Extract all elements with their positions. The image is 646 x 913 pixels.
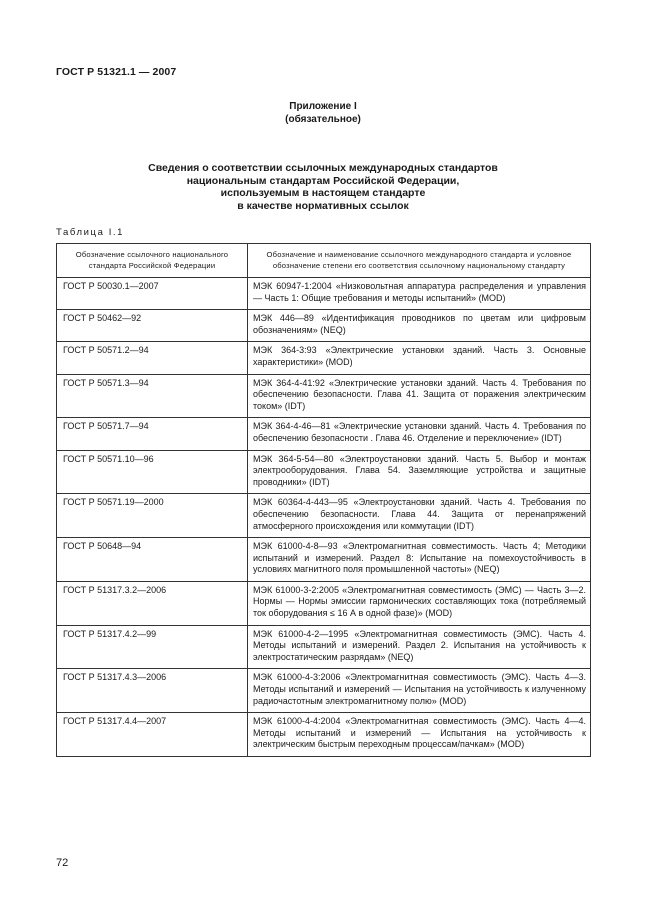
international-standard-cell: МЭК 61000-3-2:2005 «Электромагнитная совместимость (ЭМС) — Часть 3—2. Нормы — Нормы эмиссии гармонических составляющих тока (потребляемый ток оборудования ≤ 16 А в одной фазе)» (MOD): [248, 581, 591, 625]
table-caption: Таблица I.1: [56, 227, 125, 238]
national-standard-cell: ГОСТ Р 50462—92: [57, 310, 248, 342]
section-title-line: в качестве нормативных ссылок: [237, 199, 409, 212]
national-standard-cell: ГОСТ Р 50030.1—2007: [57, 278, 248, 310]
international-standard-cell: МЭК 60364-4-443—95 «Электроустановки зданий. Часть 4. Требования по обеспечению безопасности. Глава 44. Защита от перенапряжений атмосферного происхождения или коммутации (IDT): [248, 494, 591, 538]
table-row: [57, 450, 591, 494]
national-standard-cell: ГОСТ Р 50571.7—94: [57, 418, 248, 450]
column-header-international-standard: Обозначение и наименование ссылочного международного стандарта и условное обозначение степени его соответствия ссылочному национальному стандарту: [248, 244, 591, 278]
international-standard-cell: МЭК 364-4-41:92 «Электрические установки зданий. Часть 4. Требования по обеспечению безопасности. Глава 41. Защита от поражения электрическим током» (IDT): [248, 374, 591, 418]
table-row: [57, 538, 591, 582]
table-row: [57, 278, 591, 310]
national-standard-cell: ГОСТ Р 50571.2—94: [57, 342, 248, 374]
section-title-line: используемым в настоящем стандарте: [220, 187, 426, 199]
annex-heading: [0, 100, 646, 126]
national-standard-cell: ГОСТ Р 50648—94: [57, 538, 248, 582]
national-standard-cell: ГОСТ Р 51317.4.3—2006: [57, 669, 248, 713]
table-row: [57, 669, 591, 713]
annex-title: Приложение I: [289, 101, 357, 112]
section-title-line: национальным стандартам Российской Федерации,: [186, 174, 460, 187]
page-number: 72: [56, 857, 69, 869]
table-row: [57, 581, 591, 625]
table-row: [57, 310, 591, 342]
document-code: ГОСТ Р 51321.1 — 2007: [56, 66, 177, 78]
national-standard-cell: ГОСТ Р 50571.19—2000: [57, 494, 248, 538]
international-standard-cell: МЭК 364-3:93 «Электрические установки зданий. Часть 3. Основные характеристики» (MOD): [248, 342, 591, 374]
national-standard-cell: ГОСТ Р 50571.3—94: [57, 374, 248, 418]
international-standard-cell: МЭК 446—89 «Идентификация проводников по цветам или цифровым обозначениям» (NEQ): [248, 310, 591, 342]
table-row: [57, 374, 591, 418]
international-standard-cell: МЭК 364-5-54—80 «Электроустановки зданий. Часть 5. Выбор и монтаж электрооборудования. Глава 54. Заземляющие устройства и защитные проводники» (IDT): [248, 450, 591, 494]
table-row: [57, 418, 591, 450]
table-row: [57, 494, 591, 538]
section-title: [100, 162, 546, 212]
international-standard-cell: МЭК 61000-4-8—93 «Электромагнитная совместимость. Часть 4; Методики испытаний и измерений. Раздел 8: Испытание на помехоустойчивость в условиях магнитного поля промышленной частоты» (NEQ): [248, 538, 591, 582]
national-standard-cell: ГОСТ Р 50571.10—96: [57, 450, 248, 494]
table-row: [57, 625, 591, 669]
table-header-row: [57, 244, 591, 278]
national-standard-cell: ГОСТ Р 51317.3.2—2006: [57, 581, 248, 625]
reference-table: [56, 243, 591, 757]
international-standard-cell: МЭК 61000-4-4:2004 «Электромагнитная совместимость (ЭМС). Часть 4—4. Методы испытаний и измерений — Испытания на устойчивость к электрическим быстрым переходным процессам/пачкам» (MOD): [248, 713, 591, 757]
table-row: [57, 713, 591, 757]
national-standard-cell: ГОСТ Р 51317.4.2—99: [57, 625, 248, 669]
international-standard-cell: МЭК 61000-4-2—1995 «Электромагнитная совместимость (ЭМС). Часть 4. Методы испытаний и измерений. Раздел 2. Испытания на устойчивость к электростатическим разрядам» (NEQ): [248, 625, 591, 669]
column-header-national-standard: Обозначение ссылочного национального стандарта Российской Федерации: [57, 244, 248, 278]
international-standard-cell: МЭК 60947-1:2004 «Низковольтная аппаратура распределения и управления — Часть 1: Общие требования и методы испытаний» (MOD): [248, 278, 591, 310]
international-standard-cell: МЭК 61000-4-3:2006 «Электромагнитная совместимость (ЭМС). Часть 4—3. Методы испытаний и измерений — Испытания на устойчивость к излученному радиочастотным электромагнитному полю» (MOD): [248, 669, 591, 713]
table-row: [57, 342, 591, 374]
annex-status: (обязательное): [285, 114, 361, 125]
international-standard-cell: МЭК 364-4-46—81 «Электрические установки зданий. Часть 4. Требования по обеспечению безопасности . Глава 46. Отделение и переключение» (IDT): [248, 418, 591, 450]
section-title-line: Сведения о соответствии ссылочных международных стандартов: [148, 162, 498, 174]
national-standard-cell: ГОСТ Р 51317.4.4—2007: [57, 713, 248, 757]
